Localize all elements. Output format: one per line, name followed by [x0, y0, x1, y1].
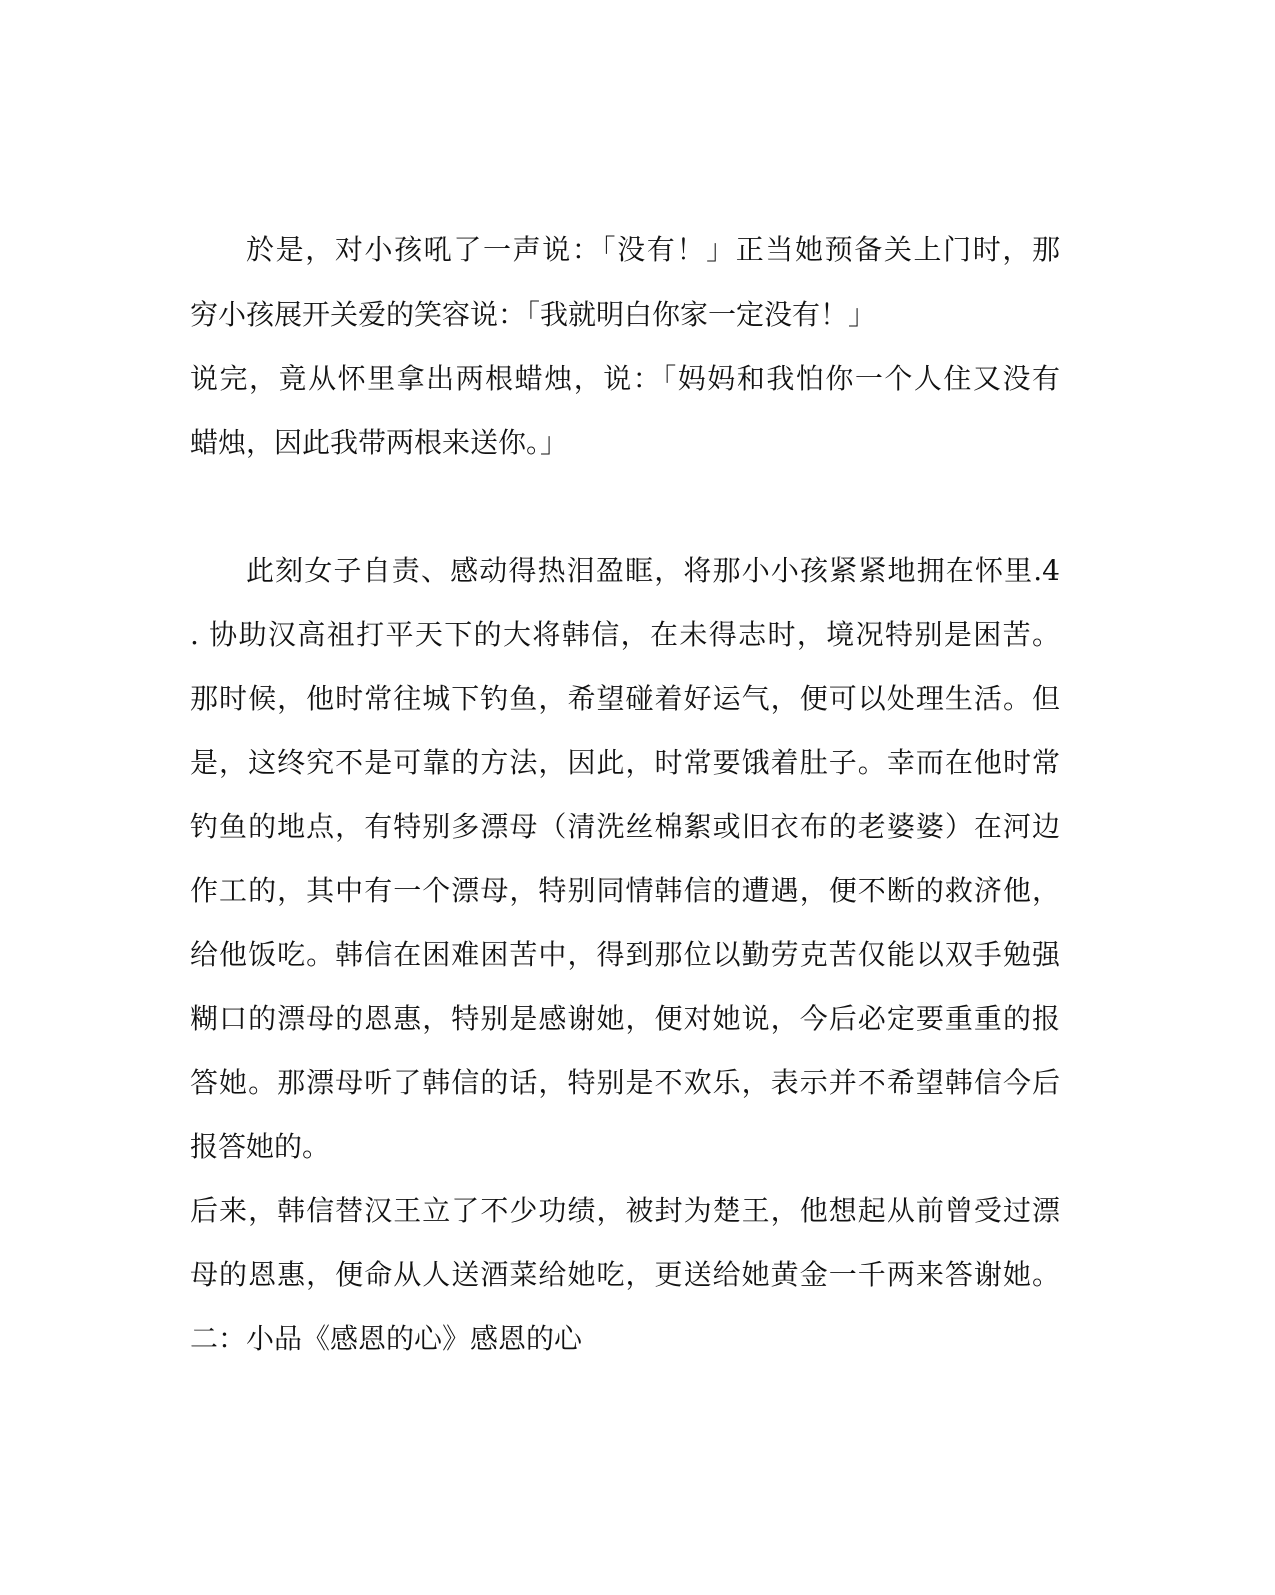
text-line: 作工的，其中有一个漂母，特别同情韩信的遭遇，便不断的救济他， [190, 874, 1060, 907]
section-heading: 二：小品《感恩的心》感恩的心 [190, 1322, 583, 1355]
text-line: 答她。那漂母听了韩信的话，特别是不欢乐，表示并不希望韩信今后 [190, 1066, 1060, 1099]
text-line: 穷小孩展开关爱的笑容说：「我就明白你家一定没有！」 [190, 298, 877, 331]
text-line: 此刻女子自责、感动得热泪盈眶，将那小小孩紧紧地拥在怀里.4 [246, 554, 1060, 587]
text-line: 给他饭吃。韩信在困难困苦中，得到那位以勤劳克苦仅能以双手勉强 [190, 938, 1060, 971]
text-line: 报答她的。 [190, 1130, 331, 1163]
text-line: 是，这终究不是可靠的方法，因此，时常要饿着肚子。幸而在他时常 [190, 746, 1060, 779]
text-line: 说完，竟从怀里拿出两根蜡烛，说：「妈妈和我怕你一个人住又没有 [190, 362, 1060, 395]
text-line: 那时候，他时常往城下钓鱼，希望碰着好运气，便可以处理生活。但 [190, 682, 1060, 715]
text-line: . 协助汉高祖打平天下的大将韩信，在未得志时，境况特别是困苦。 [190, 618, 1060, 651]
text-line: 蜡烛，因此我带两根来送你。」 [190, 426, 569, 459]
text-line: 后来，韩信替汉王立了不少功绩，被封为楚王，他想起从前曾受过漂 [190, 1194, 1060, 1227]
text-line: 钓鱼的地点，有特别多漂母（清洗丝棉絮或旧衣布的老婆婆）在河边 [190, 810, 1060, 843]
text-line: 糊口的漂母的恩惠，特别是感谢她，便对她说，今后必定要重重的报 [190, 1002, 1060, 1035]
text-line: 母的恩惠，便命从人送酒菜给她吃，更送给她黄金一千两来答谢她。 [190, 1258, 1060, 1291]
text-line: 於是，对小孩吼了一声说：「没有！」正当她预备关上门时，那 [246, 233, 1060, 266]
